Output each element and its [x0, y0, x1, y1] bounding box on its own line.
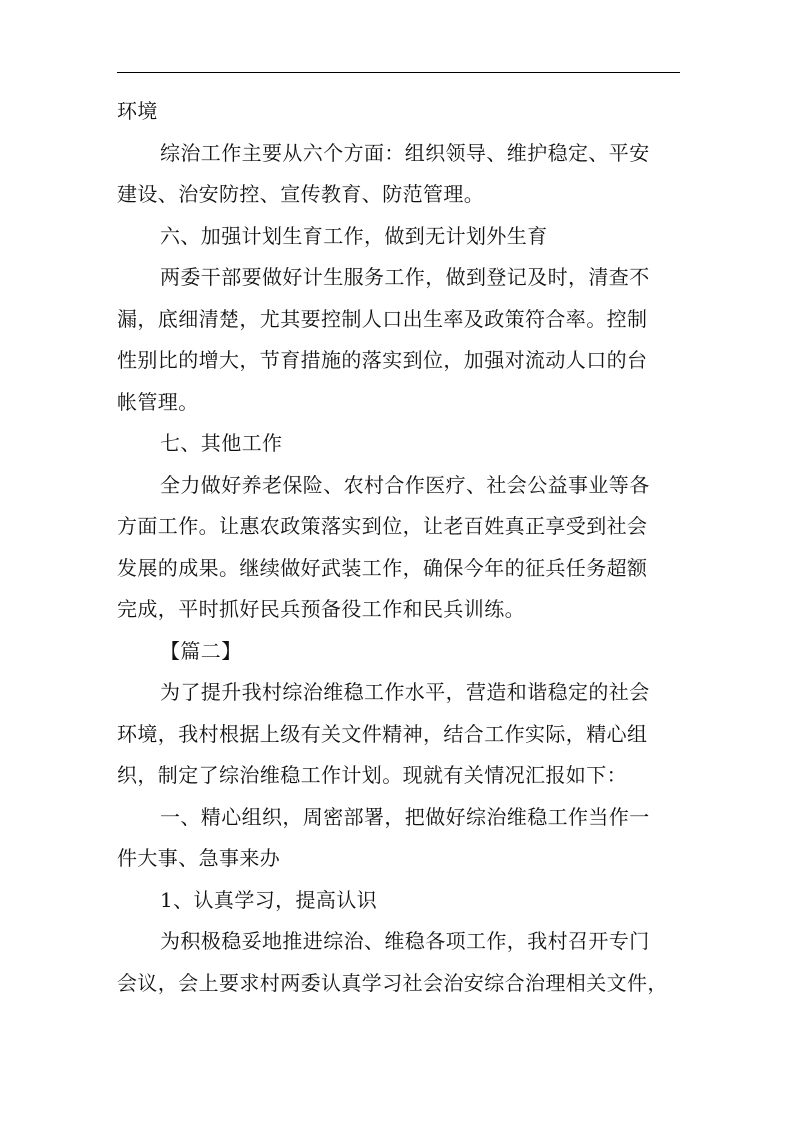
text-line: 织，制定了综治维稳工作计划。现就有关情况汇报如下：: [117, 763, 627, 787]
text-line: 完成，平时抓好民兵预备役工作和民兵训练。: [117, 597, 525, 621]
text-line: 发展的成果。继续做好武装工作，确保今年的征兵任务超额: [117, 555, 648, 580]
part-heading: 【篇二】: [160, 638, 242, 663]
header-rule: [117, 72, 680, 73]
paragraph-first-line: 为了提升我村综治维稳工作水平，营造和谐稳定的社会: [160, 680, 650, 704]
text-line: 性别比的增大，节育措施的落实到位，加强对流动人口的台: [117, 348, 648, 372]
section-heading: 六、加强计划生育工作，做到无计划外生育: [160, 223, 548, 248]
text-line: 环境，我村根据上级有关文件精神，结合工作实际，精心组: [117, 721, 648, 746]
text-line: 建设、治安防控、宣传教育、防范管理。: [117, 182, 485, 206]
document-body: [117, 91, 682, 1004]
section-heading: 七、其他工作: [160, 431, 283, 455]
text-line: 帐管理。: [117, 389, 199, 414]
section-heading: 一、精心组织，周密部署，把做好综治维稳工作当作一: [160, 804, 650, 829]
text-line: 件大事、急事来办: [117, 846, 281, 870]
paragraph-first-line: 两委干部要做好计生服务工作，做到登记及时，清查不: [160, 265, 650, 289]
paragraph-first-line: 为积极稳妥地推进综治、维稳各项工作，我村召开专门: [160, 929, 650, 953]
text-line: 会议，会上要求村两委认真学习社会治安综合治理相关文件，: [117, 970, 668, 995]
text-line: 方面工作。让惠农政策落实到位，让老百姓真正享受到社会: [117, 514, 648, 538]
text-line: 环境: [117, 99, 158, 123]
text-line: 漏，底细清楚，尤其要控制人口出生率及政策符合率。控制: [117, 306, 648, 331]
subsection-heading: 1、认真学习，提高认识: [160, 887, 378, 912]
paragraph-first-line: 全力做好养老保险、农村合作医疗、社会公益事业等各: [160, 472, 650, 497]
paragraph-first-line: 综治工作主要从六个方面：组织领导、维护稳定、平安: [160, 140, 650, 165]
